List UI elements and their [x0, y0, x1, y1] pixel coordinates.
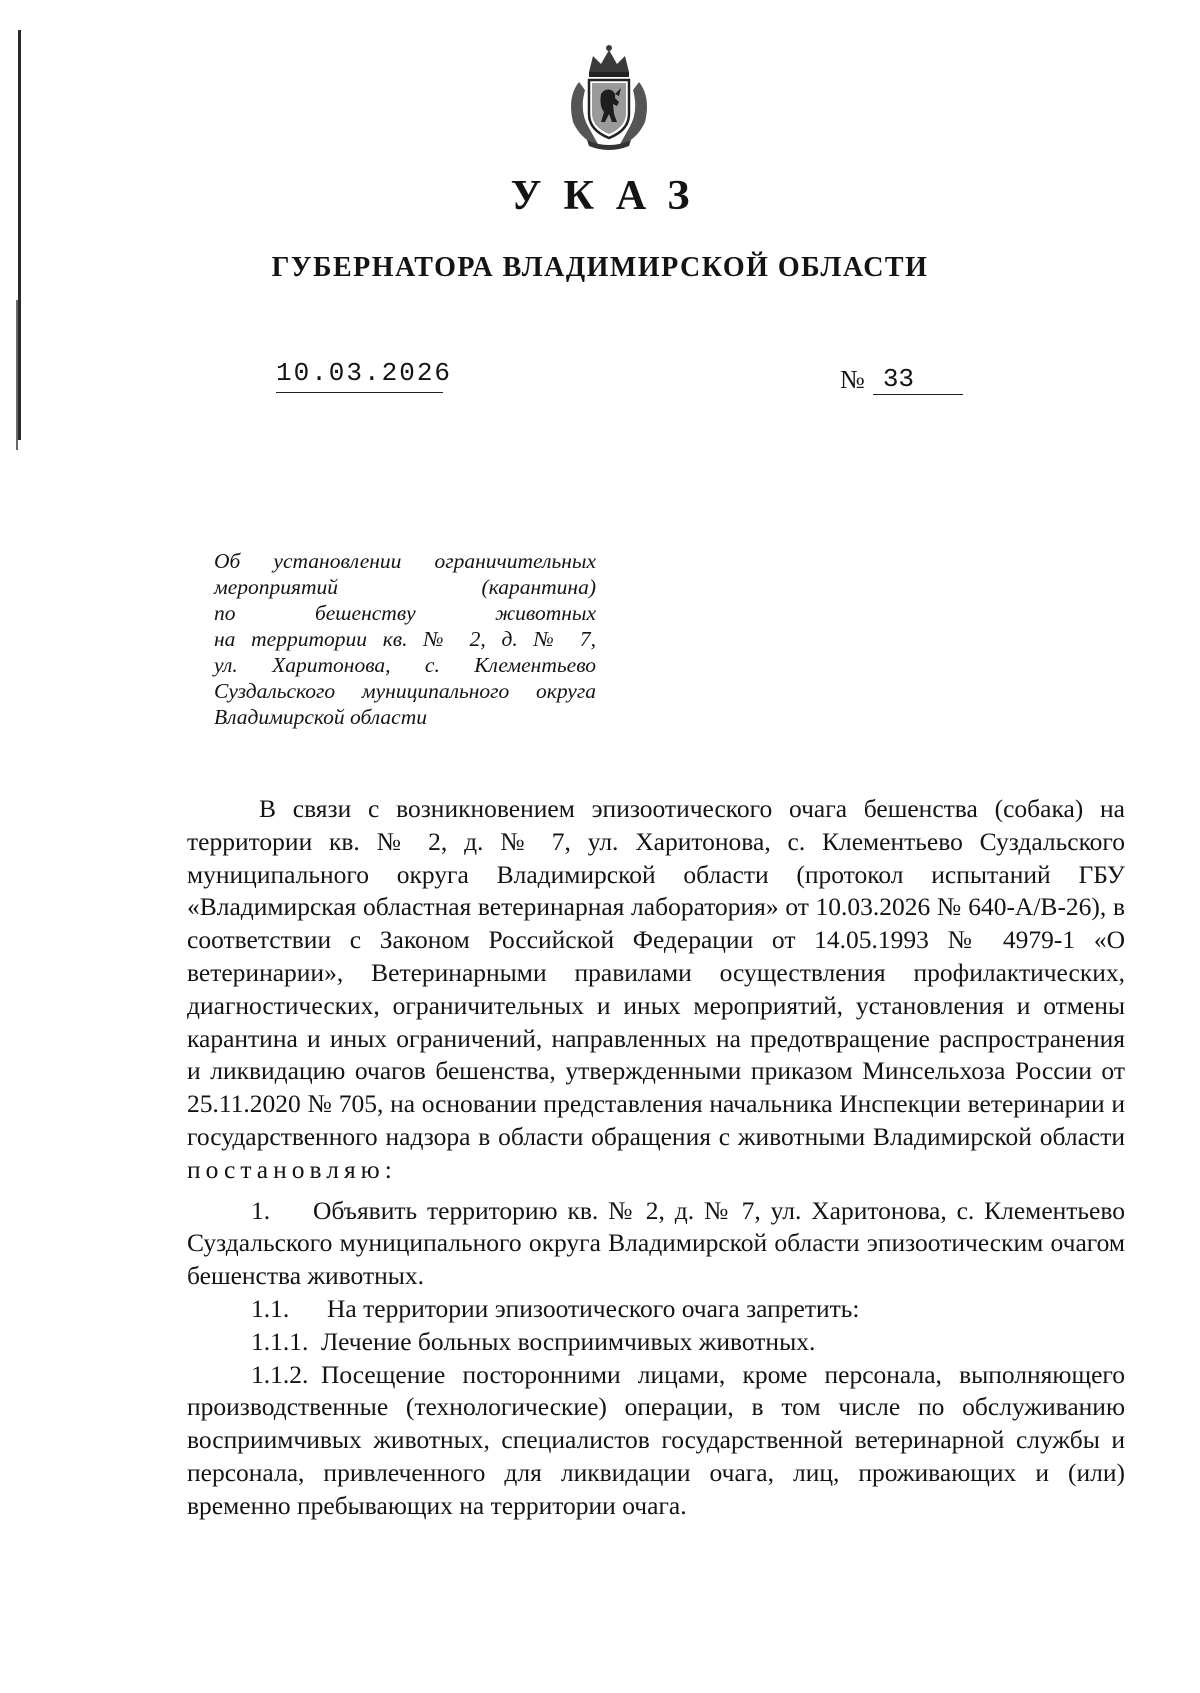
caption-line: Владимирской области [214, 705, 427, 729]
caption-line: Об установлении ограничительных [214, 549, 596, 573]
point-text: Лечение больных восприимчивых животных. [321, 1326, 816, 1356]
document-title: УКАЗ [510, 173, 712, 219]
point-1 [187, 1195, 1125, 1293]
point-text: На территории эпизоотического очага запретить: [327, 1293, 860, 1323]
document-subtitle: ГУБЕРНАТОРА ВЛАДИМИРСКОЙ ОБЛАСТИ [271, 252, 929, 283]
point-1-1-2 [187, 1359, 1125, 1523]
document-number [840, 364, 963, 395]
point-1-1 [187, 1293, 1125, 1326]
document-caption [214, 548, 596, 730]
point-number: 1.1. [251, 1293, 290, 1323]
caption-line: по бешенству животных [214, 601, 596, 625]
document-date: 10.03.2026 [276, 358, 443, 393]
decree-word: постановляю: [187, 1154, 397, 1184]
point-number: 1. [251, 1195, 271, 1225]
coat-of-arms-emblem [559, 42, 659, 152]
preamble-paragraph [187, 793, 1125, 1187]
point-number: 1.1.1. [251, 1326, 309, 1356]
scan-edge-mark [18, 30, 21, 440]
caption-line: Суздальского муниципального округа [214, 679, 596, 703]
caption-line: мероприятий (карантина) [214, 575, 596, 599]
number-sign: № [840, 365, 865, 394]
number-value: 33 [873, 364, 963, 395]
caption-line: ул. Харитонова, с. Клементьево [214, 653, 596, 677]
scan-edge-mark [16, 300, 18, 450]
point-1-1-1 [187, 1326, 1125, 1359]
point-text: Посещение посторонними лицами, кроме персонала, выполняющего производственные (технологические) операции, в том числе по обслуживанию восприимчивых животных, специалистов государственной ветеринарной службы и персонала, привлеченного для ликвидации очага, лиц, проживающих и (или) временно пребывающих на территории очага. [187, 1359, 1125, 1520]
caption-line: на территории кв. № 2, д. № 7, [214, 627, 596, 651]
document-body [187, 793, 1125, 1523]
preamble-text: В связи с возникновением эпизоотического очага бешенства (собака) на территории кв. № 2, д. № 7, ул. Харитонова, с. Клементьево Суздальского муниципального округа Владимирской области (протокол испытаний ГБУ «Владимирская областная ветеринарная лаборатория» от 10.03.2026 № 640-А/В-26), в соответствии с Законом Российской Федерации от 14.05.1993 № 4979-1 «О ветеринарии», Ветеринарными правилами осуществления профилактических, диагностических, ограничительных и иных мероприятий, установления и отмены карантина и иных ограничений, направленных на предотвращение распространения и ликвидацию очагов бешенства, утвержденными приказом Минсельхоза России от 25.11.2020 № 705, на основании представления начальника Инспекции ветеринарии и государственного надзора в области обращения с животными Владимирской области [187, 794, 1125, 1151]
point-number: 1.1.2. [251, 1359, 309, 1389]
point-text: Объявить территорию кв. № 2, д. № 7, ул. Харитонова, с. Клементьево Суздальского муниципального округа Владимирской области эпизоотическим очагом бешенства животных. [187, 1195, 1125, 1291]
